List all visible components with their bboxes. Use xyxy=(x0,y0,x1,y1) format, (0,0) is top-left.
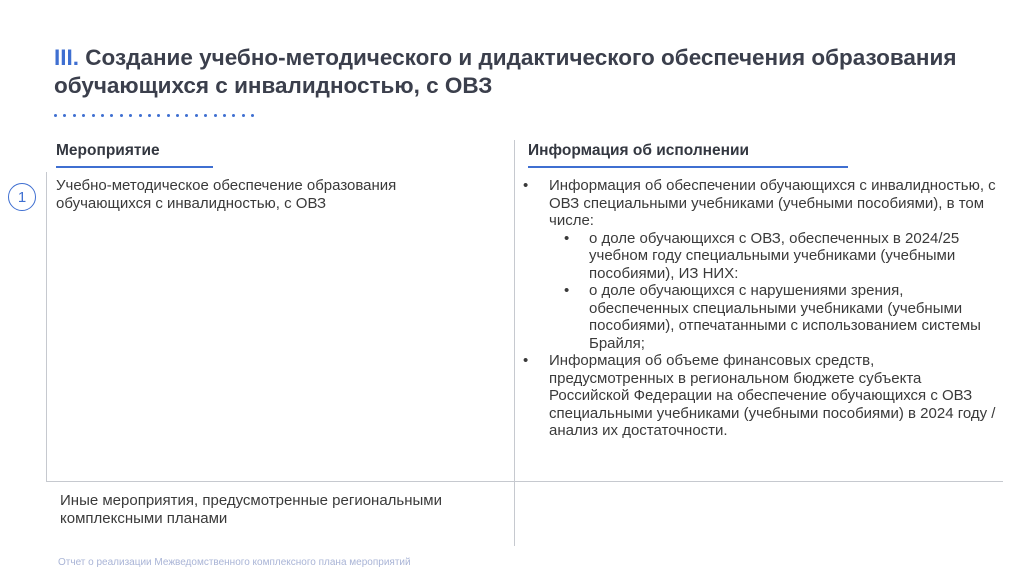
info-item-text: Информация об объеме финансовых средств, предусмотренных в региональном бюджете субъекта Российской Федерации на обеспечение обучающихся с ОВЗ специальными учебниками (учебными пособиями) в 2024 году / анализ их достаточности. xyxy=(549,352,996,439)
section-number: III. xyxy=(54,45,80,70)
footer-text: Отчет о реализации Межведомственного комплексного плана мероприятий xyxy=(58,557,411,568)
column-header-info-label: Информация об исполнении xyxy=(528,142,750,159)
column-header-info xyxy=(528,142,749,160)
other-activities-text: Иные мероприятия, предусмотренные региональными комплексными планами xyxy=(60,492,442,527)
info-item-text: Информация об обеспечении обучающихся с инвалидностью, с ОВЗ специальными учебниками (учебными пособиями), в том числе: xyxy=(549,177,996,229)
page-title xyxy=(54,44,994,100)
info-list xyxy=(520,177,1000,440)
list-item xyxy=(520,352,1000,440)
section-title: Создание учебно-методического и дидактического обеспечения образования обучающихся с инвалидностью, с ОВЗ xyxy=(54,45,957,98)
column-header-activity xyxy=(56,142,160,160)
column-header-activity-label: Мероприятие xyxy=(56,142,160,159)
activity-text: Учебно-методическое обеспечение образования обучающихся с инвалидностью, с ОВЗ xyxy=(56,177,397,212)
column-header-underline xyxy=(56,166,213,168)
row-number: 1 xyxy=(17,188,27,206)
list-item: • о доле обучающихся с нарушениями зрения, обеспеченных специальными учебниками (учебными пособиями), отпечатанными с использованием системы Брайля; xyxy=(549,282,1000,352)
list-item: • о доле обучающихся с ОВЗ, обеспеченных в 2024/25 учебном году специальными учебниками (учебными пособиями), ИЗ НИХ: xyxy=(549,230,1000,283)
info-sublist xyxy=(549,230,1000,353)
column-header-underline xyxy=(528,166,848,168)
list-item xyxy=(520,177,1000,352)
dotted-divider xyxy=(54,114,254,117)
row-divider xyxy=(46,481,1003,482)
column-divider xyxy=(514,140,515,546)
row-left-border xyxy=(46,172,47,481)
row-number-badge xyxy=(8,183,36,211)
